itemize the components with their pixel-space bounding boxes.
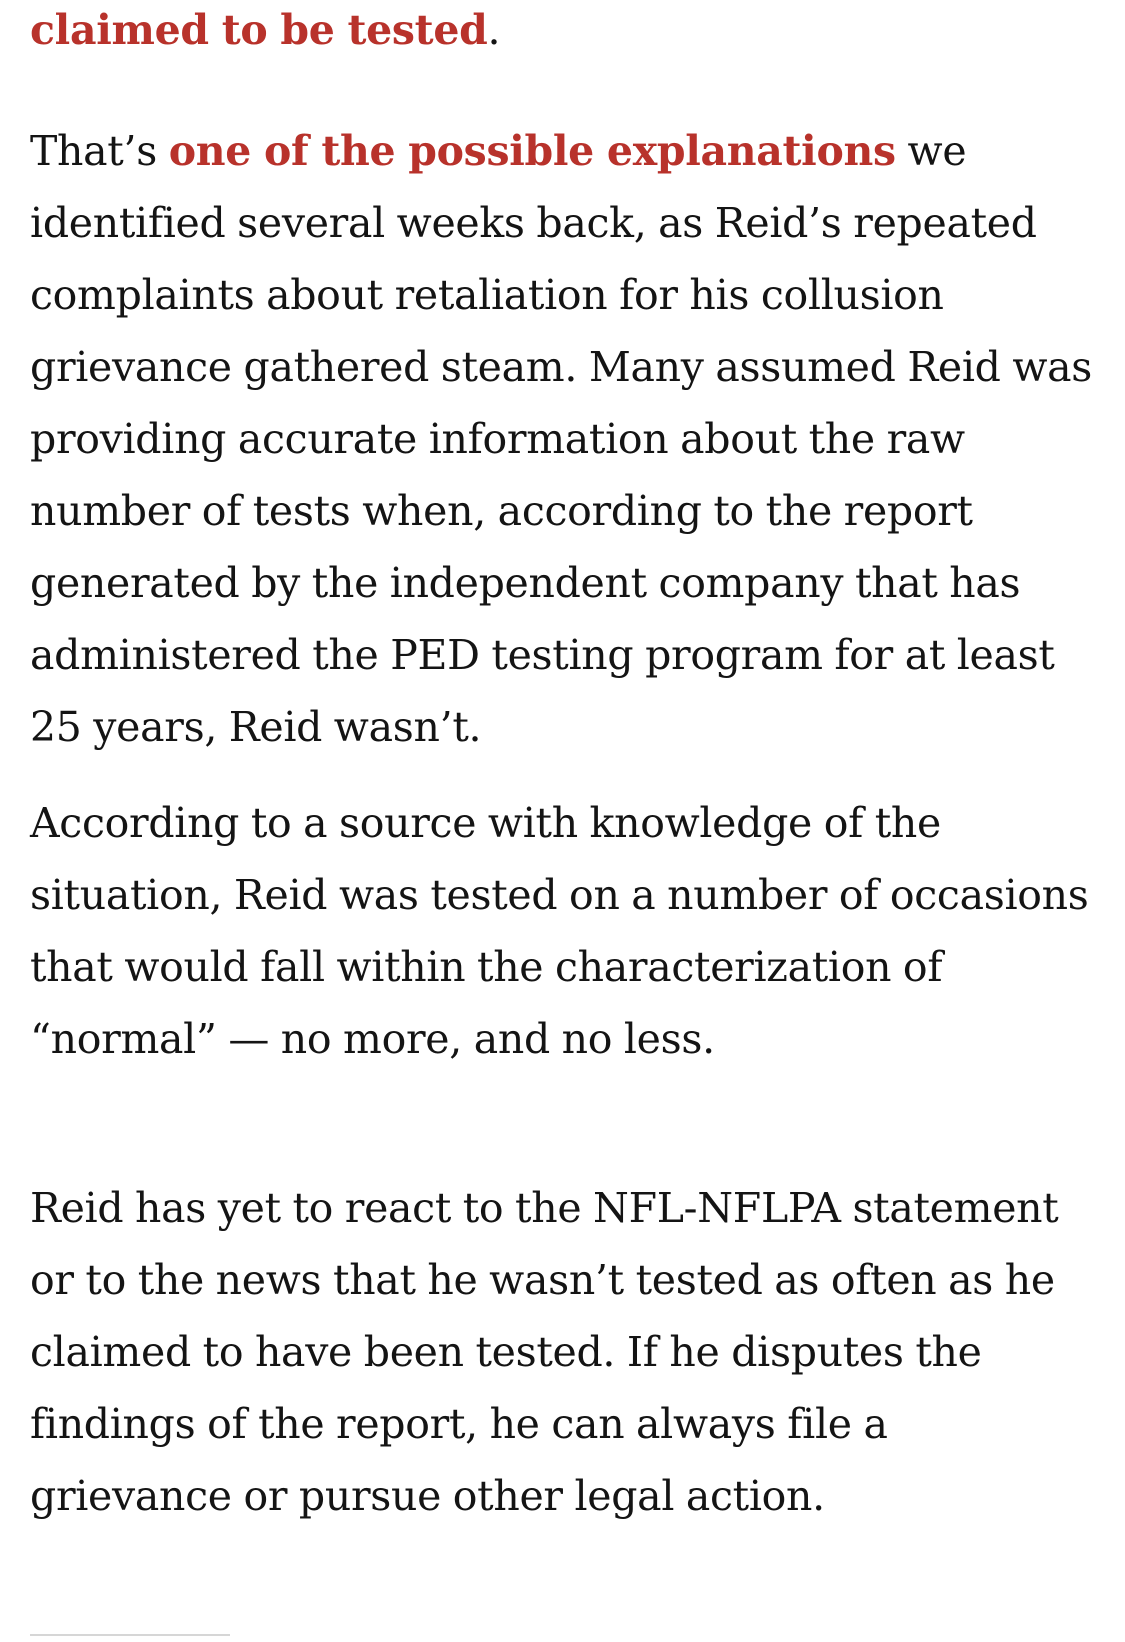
paragraph-explanations (30, 115, 1100, 763)
paragraph-source: According to a source with knowledge of the situation, Reid was tested on a number of occasions that would fall within the characterization of “normal” — no more, and no less. (30, 799, 1089, 1063)
possible-explanations-link[interactable]: one of the possible explanations (168, 127, 896, 175)
paragraph-text-start: That’s (30, 127, 169, 175)
paragraph-fragment (30, 0, 500, 66)
claimed-to-be-tested-link[interactable]: claimed to be tested (30, 6, 488, 54)
paragraph-fragment-end: . (487, 6, 501, 54)
paragraph-reaction: Reid has yet to react to the NFL-NFLPA statement or to the news that he wasn’t tested as often as he claimed to have been tested. If he disputes the findings of the report, he can always file a grievance or pursue other legal action. (30, 1184, 1059, 1520)
section-divider (30, 1634, 230, 1636)
paragraph-text-rest: we identified several weeks back, as Reid’s repeated complaints about retaliation for his collusion grievance gathered steam. Many assumed Reid was providing accurate information about the raw number of tests when, according to the report generated by the independent company that has administered the PED testing program for at least 25 years, Reid wasn’t. (30, 127, 1093, 751)
